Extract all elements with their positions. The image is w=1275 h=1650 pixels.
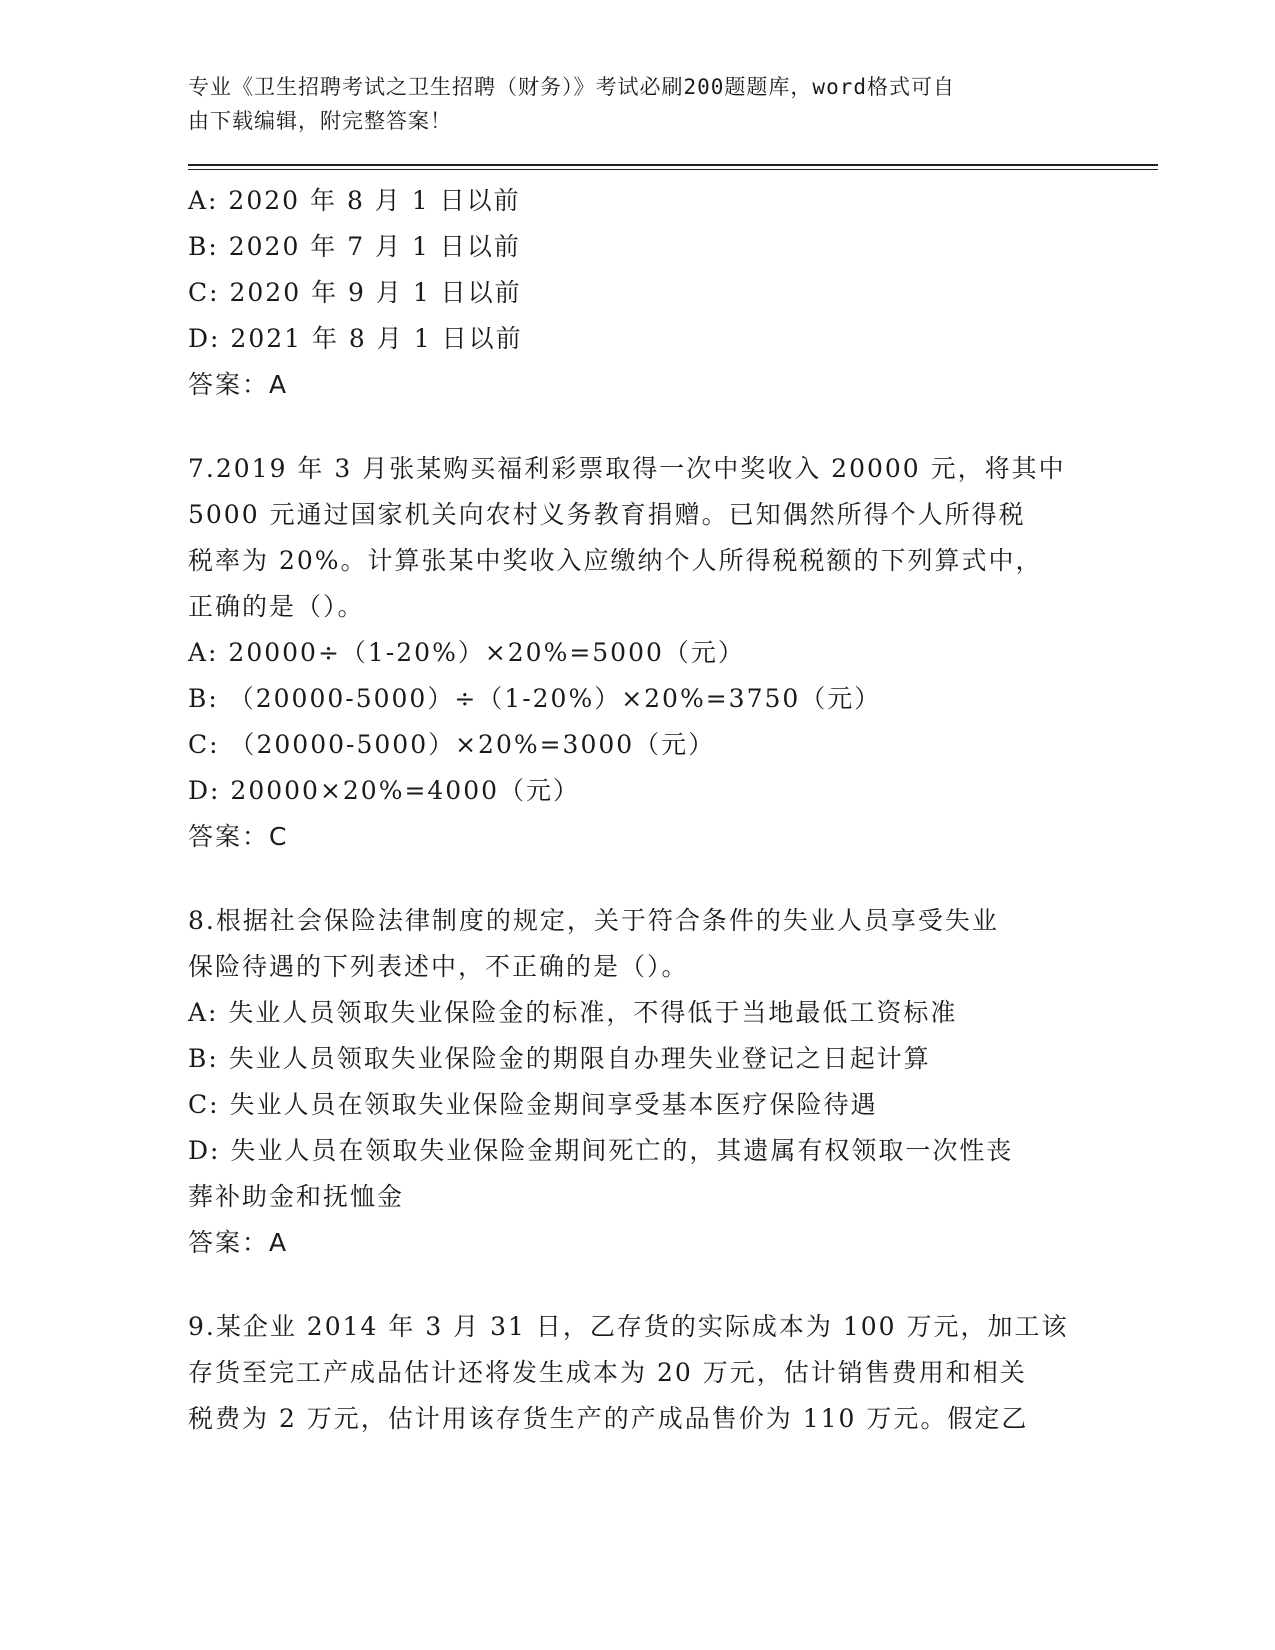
option-c: C: 2020 年 9 月 1 日以前 [188,278,522,307]
option-a: A: 失业人员领取失业保险金的标准，不得低于当地最低工资标准 [188,998,958,1027]
option-a: A: 2020 年 8 月 1 日以前 [188,186,521,215]
option-a: A: 20000÷（1-20%）×20%=5000（元） [188,638,745,667]
option-b: B: （20000-5000）÷（1-20%）×20%=3750（元） [188,684,882,713]
document-header [188,70,1058,138]
option-d: D: 20000×20%=4000（元） [188,776,581,805]
question-9 [188,1304,1088,1442]
header-divider [188,164,1158,170]
question-stem-line: 税费为 2 万元，估计用该存货生产的产成品售价为 110 万元。假定乙 [188,1404,1029,1433]
answer-label: 答案：A [188,370,289,399]
option-d: D: 失业人员在领取失业保险金期间死亡的，其遗属有权领取一次性丧 [188,1136,1014,1165]
question-6-options [188,178,1088,408]
question-8 [188,898,1088,1266]
header-line: 专业《卫生招聘考试之卫生招聘（财务）》考试必刷200题题库，word格式可自 [188,75,955,99]
option-d-continued: 葬补助金和抚恤金 [188,1182,405,1211]
option-b: B: 失业人员领取失业保险金的期限自办理失业登记之日起计算 [188,1044,931,1073]
document-page [188,70,1088,1442]
question-stem-line: 税率为 20%。计算张某中奖收入应缴纳个人所得税税额的下列算式中， [188,546,1043,575]
question-stem-line: 9.某企业 2014 年 3 月 31 日，乙存货的实际成本为 100 万元，加工该 [188,1312,1069,1341]
answer-label: 答案：A [188,1228,289,1257]
question-7 [188,446,1088,860]
question-stem-line: 保险待遇的下列表述中，不正确的是（）。 [188,952,689,981]
question-stem-line: 8.根据社会保险法律制度的规定，关于符合条件的失业人员享受失业 [188,906,999,935]
option-b: B: 2020 年 7 月 1 日以前 [188,232,521,261]
answer-label: 答案：C [188,822,289,851]
question-stem-line: 正确的是（）。 [188,592,365,621]
option-c: C: 失业人员在领取失业保险金期间享受基本医疗保险待遇 [188,1090,878,1119]
question-stem-line: 7.2019 年 3 月张某购买福利彩票取得一次中奖收入 20000 元，将其中 [188,454,1066,483]
header-line: 由下载编辑，附完整答案！ [188,109,452,133]
question-stem-line: 5000 元通过国家机关向农村义务教育捐赠。已知偶然所得个人所得税 [188,500,1026,529]
option-d: D: 2021 年 8 月 1 日以前 [188,324,523,353]
option-c: C: （20000-5000）×20%=3000（元） [188,730,716,759]
question-stem-line: 存货至完工产成品估计还将发生成本为 20 万元，估计销售费用和相关 [188,1358,1027,1387]
